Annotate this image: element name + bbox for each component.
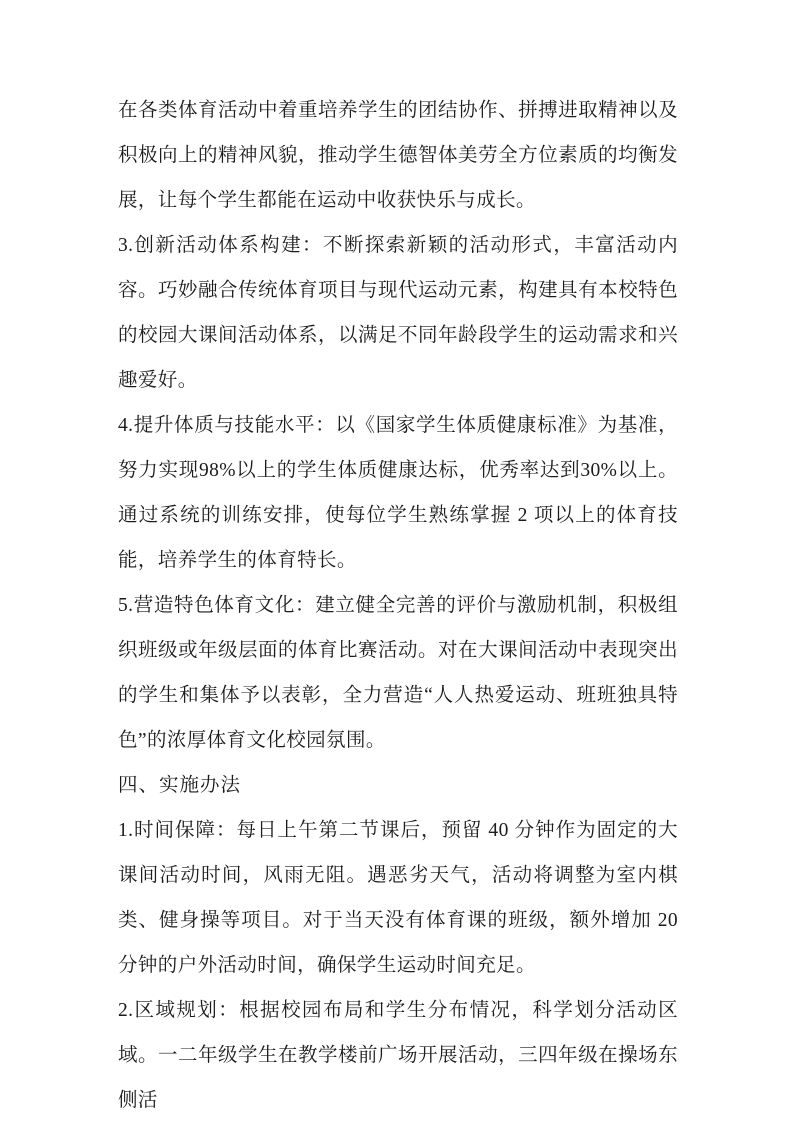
heading-section-four: 四、实施办法 [118,775,242,796]
paragraph-goal-3: 3.创新活动体系构建：不断探索新颖的活动形式，丰富活动内容。巧妙融合传统体育项目与现代运动元素，构建具有本校特色的校园大课间活动体系，以满足不同年龄段学生的运动需求和兴趣爱好。 [118,235,678,391]
paragraph-goal-4: 4.提升体质与技能水平：以《国家学生体质健康标准》为基准，努力实现98%以上的学生体质健康达标，优秀率达到30%以上。通过系统的训练安排，使每位学生熟练掌握 2 项以上的体育技能，培养学生的体育特长。 [118,415,678,571]
document-text-body [118,88,678,1123]
paragraph-method-1: 1.时间保障：每日上午第二节课后，预留 40 分钟作为固定的大课间活动时间，风雨无阻。遇恶劣天气，活动将调整为室内棋类、健身操等项目。对于当天没有体育课的班级，额外增加 20 分钟的户外活动时间，确保学生运动时间充足。 [118,820,678,976]
paragraph-goal-5: 5.营造特色体育文化：建立健全完善的评价与激励机制，积极组织班级或年级层面的体育比赛活动。对在大课间活动中表现突出的学生和集体予以表彰，全力营造“人人热爱运动、班班独具特色”的浓厚体育文化校园氛围。 [118,595,678,751]
paragraph-goal-2-continued: 在各类体育活动中着重培养学生的团结协作、拼搏进取精神以及积极向上的精神风貌，推动学生德智体美劳全方位素质的均衡发展，让每个学生都能在运动中收获快乐与成长。 [118,100,678,211]
paragraph-method-2: 2.区域规划：根据校园布局和学生分布情况，科学划分活动区域。一二年级学生在教学楼前广场开展活动，三四年级在操场东侧活 [118,1000,678,1111]
